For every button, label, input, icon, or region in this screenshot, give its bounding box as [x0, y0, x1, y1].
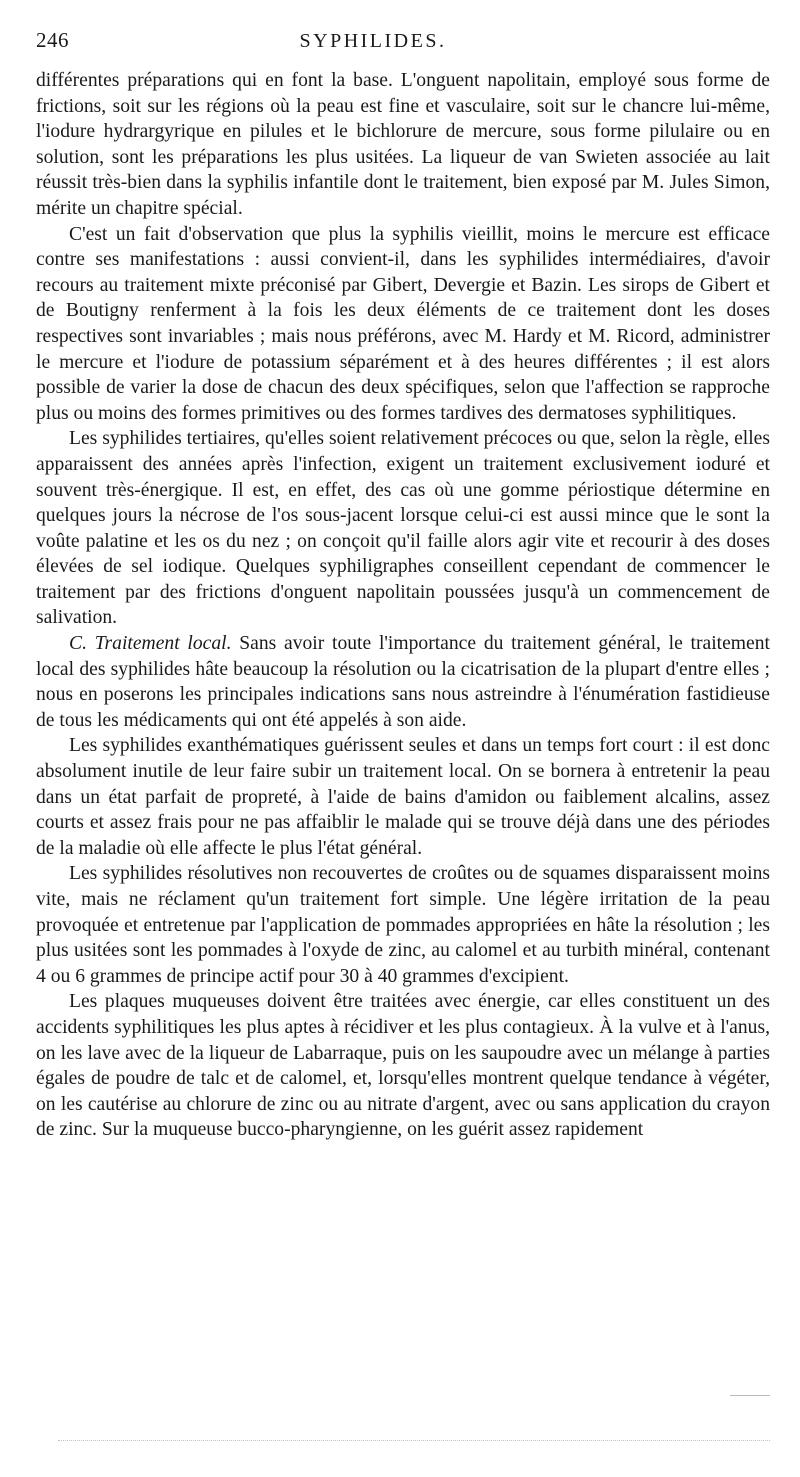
paragraph-resolutive: Les syphilides résolutives non recouvertes de croûtes ou de squames disparaissent moins vite, mais ne réclament qu'un traitement fort simple. Une légère irritation de la peau provoquée et entretenue par l'application de pommades appropriées en hâte la résolution ; les plus usitées sont les pommades à l'oxyde de zinc, au calomel et au turbith minéral, contenant 4 ou 6 grammes de principe actif pour 30 à 40 grammes d'excipient. — [36, 863, 770, 987]
body-text — [36, 68, 770, 1143]
running-head: SYPHILIDES. — [299, 30, 447, 52]
paragraph-continued: différentes préparations qui en font la base. L'onguent napolitain, employé sous forme de frictions, soit sur les régions où la peau est fine et vasculaire, soit sur le chancre lui-même, l'iodure hydrargyrique en pilules et le bichlorure de mercure, sous forme pilulaire ou en solution, sont les préparations les plus usitées. La liqueur de van Swieten associée au lait réussit très-bien dans la syphilis infantile dont le traitement, bien exposé par M. Jules Simon, mérite un chapitre spécial. — [36, 70, 770, 219]
paragraph-local-treatment-text: Sans avoir toute l'importance du traitement général, le traitement local des syphilides hâte beaucoup la résolution ou la cicatrisation de la plupart d'entre elles ; nous en poserons les principales indications sans nous astreindre à l'énumération fastidieuse de tous les médicaments qui ont été appelés à son aide. — [36, 633, 770, 731]
paragraph-local-treatment — [36, 631, 770, 733]
paragraph-mixed-treatment: C'est un fait d'observation que plus la syphilis vieillit, moins le mercure est efficace contre ses manifestations : aussi convient-il, dans les syphilides intermédiaires, d'avoir recours au traitement mixte préconisé par Gibert, Devergie et Bazin. Les sirops de Gibert et de Boutigny renferment à la fois les deux éléments de ce traitement dont les doses respectives sont invariables ; mais nous préférons, avec M. Hardy et M. Ricord, administrer le mercure et l'iodure de potassium séparément et à des heures différentes ; il est alors possible de varier la dose de chacun des deux spécifiques, selon que l'affection se rapproche plus ou moins des formes primitives ou des formes tardives des dermatoses syphilitiques. — [36, 223, 770, 424]
page-number: 246 — [36, 28, 69, 52]
paragraph-tertiary-syphilides: Les syphilides tertiaires, qu'elles soient relativement précoces ou que, selon la règle, elles apparaissent des années après l'infection, exigent un traitement exclusivement ioduré et souvent très-énergique. Il est, en effet, des cas où une gomme périostique détermine en quelques jours la nécrose de l'os sous-jacent lorsque celui-ci est aussi mince que le sont la voûte palatine et les os du nez ; on conçoit qu'il faille alors agir vite et recourir à des doses élevées de sel iodique. Quelques syphiligraphes conseillent cependant de commencer le traitement par des frictions d'onguent napolitain poussées jusqu'à un commencement de salivation. — [36, 428, 770, 629]
paragraph-mucous-plaques: Les plaques muqueuses doivent être traitées avec énergie, car elles constituent un des accidents syphilitiques les plus aptes à récidiver et les plus contagieux. À la vulve et à l'anus, on les lave avec de la liqueur de Labarraque, puis on les saupoudre avec un mélange à parties égales de poudre de talc et de calomel, et, lorsqu'elles montrent quelque tendance à végéter, on les cautérise au chlorure de zinc ou au nitrate d'argent, avec ou sans application du crayon de zinc. Sur la muqueuse bucco-pharyngienne, on les guérit assez rapidement — [36, 991, 770, 1141]
footer-mark — [730, 1395, 770, 1396]
section-heading: C. Traitement local. — [69, 633, 232, 655]
page-header — [36, 28, 770, 64]
footer-bleed-through — [58, 1440, 770, 1441]
paragraph-exanthematic: Les syphilides exanthématiques guérissent seules et dans un temps fort court : il est donc absolument inutile de leur faire subir un traitement local. On se bornera à entretenir la peau dans un état parfait de propreté, à l'aide de bains d'amidon ou faiblement alcalins, assez courts et assez frais pour ne pas affaiblir le malade qui se trouve déjà dans une des périodes de la maladie où elle affecte le plus l'état général. — [36, 735, 770, 859]
